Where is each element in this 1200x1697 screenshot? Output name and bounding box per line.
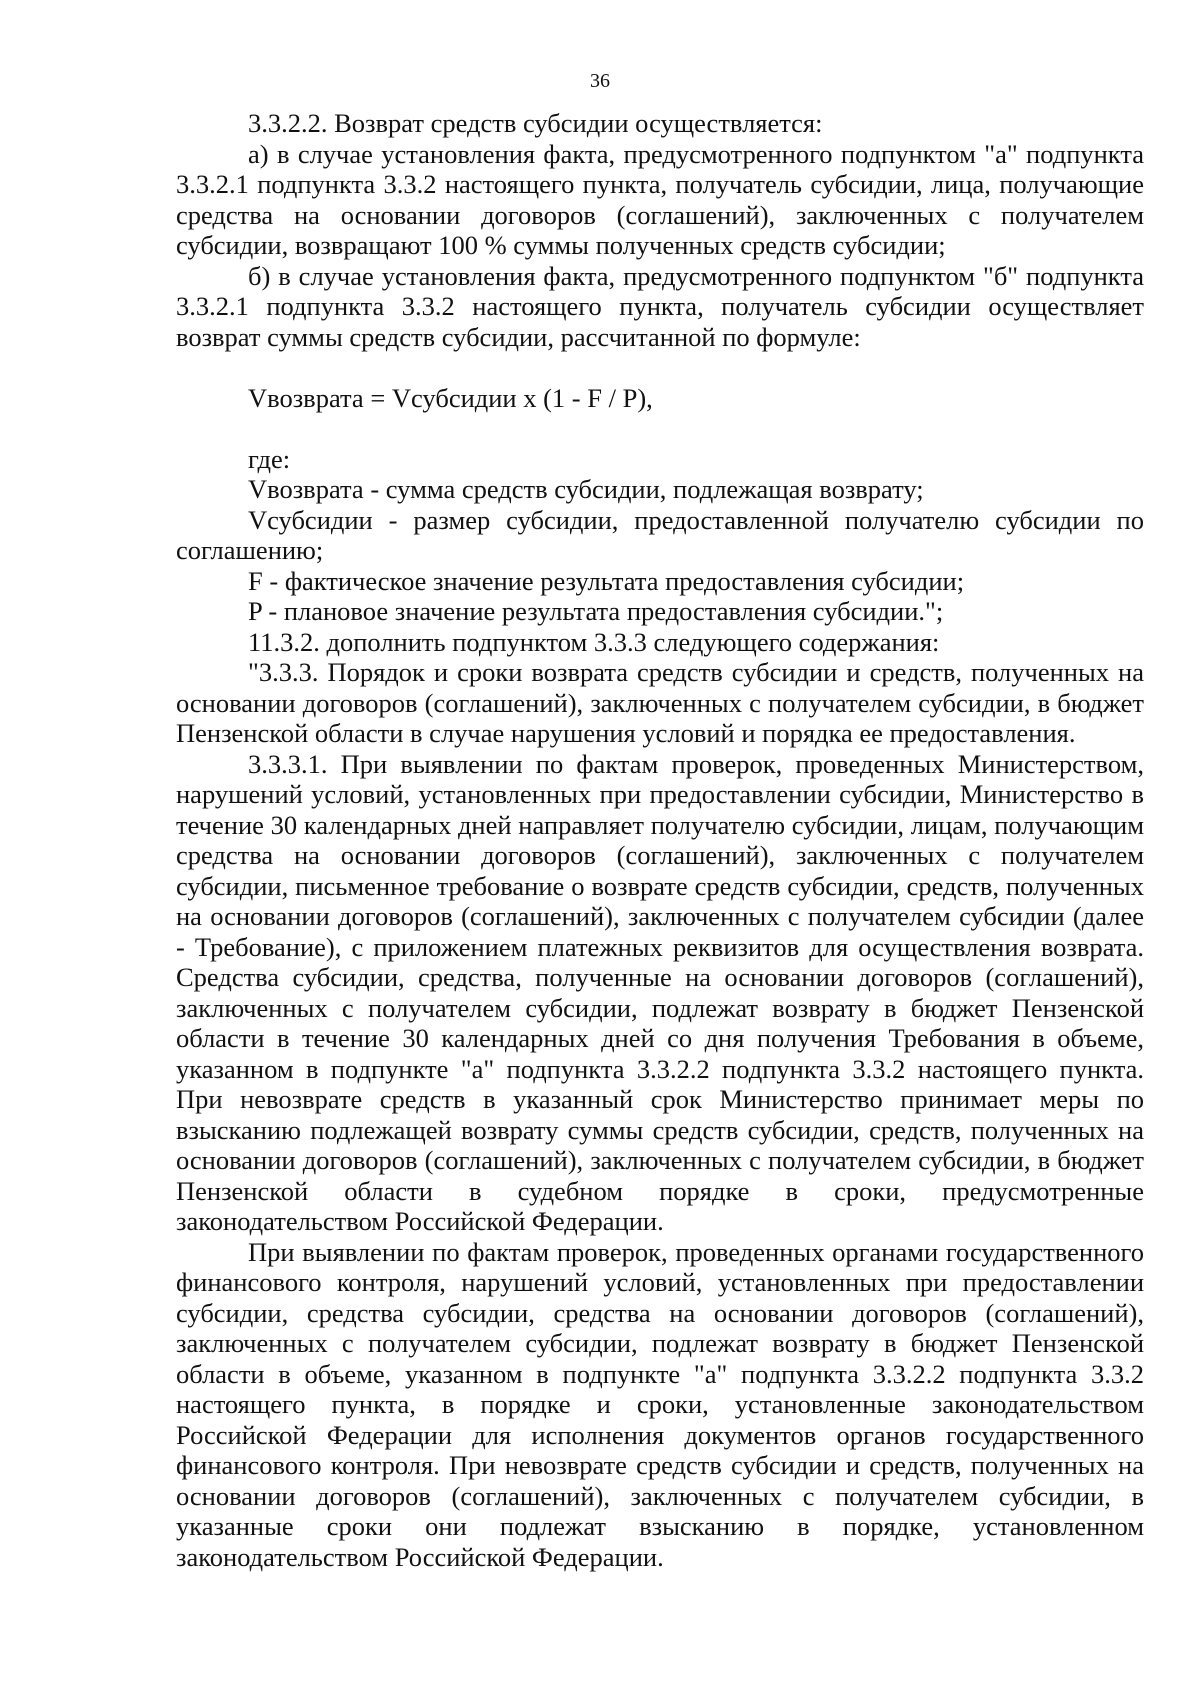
paragraph-3-3-3: "3.3.3. Порядок и сроки возврата средств субсидии и средств, полученных на основании договоров (соглашений), заключенных с получателем субсидии, в бюджет Пензенской области в случае нарушения условий и порядка ее предоставления.	[176, 657, 1144, 748]
document-body	[176, 108, 1144, 1572]
page-number: 36	[590, 70, 610, 92]
paragraph-subitem-b: б) в случае установления факта, предусмотренного подпунктом "б" подпункта 3.3.2.1 подпункта 3.3.2 настоящего пункта, получатель субсидии осуществляет возврат суммы средств субсидии, рассчитанной по формуле:	[176, 260, 1144, 352]
paragraph-subitem-a: а) в случае установления факта, предусмотренного подпунктом "а" подпункта 3.3.2.1 подпункта 3.3.2 настоящего пункта, получатель субсидии, лица, получающие средства на основании договоров (соглашений), заключенных с получателем субсидии, возвращают 100 % суммы полученных средств субсидии;	[176, 138, 1144, 260]
formula-def-f: F - фактическое значение результата предоставления субсидии;	[248, 565, 965, 596]
formula-where: где:	[248, 443, 291, 474]
formula: Vвозврата = Vсубсидии x (1 - F / P),	[248, 382, 653, 413]
paragraph-3-3-2-2-heading: 3.3.2.2. Возврат средств субсидии осуществляется:	[248, 108, 823, 138]
formula-def-p: P - плановое значение результата предоставления субсидии.";	[248, 596, 944, 626]
formula-def-v-return: Vвозврата - сумма средств субсидии, подлежащая возврату;	[248, 474, 924, 504]
paragraph-3-3-3-1: 3.3.3.1. При выявлении по фактам проверок, проведенных Министерством, нарушений условий, установленных при предоставлении субсидии, Министерство в течение 30 календарных дней направляет получателю субсидии, лицам, получающим средства на основании договоров (соглашений), заключенных с получателем субсидии, письменное требование о возврате средств субсидии, средств, полученных на основании договоров (соглашений), заключенных с получателем субсидии (далее - Требование), с приложением платежных реквизитов для осуществления возврата. Средства субсидии, средства, полученные на основании договоров (соглашений), заключенных с получателем субсидии, подлежат возврату в бюджет Пензенской области в течение 30 календарных дней со дня получения Требования в объеме, указанном в подпункте "а" подпункта 3.3.2.2 подпункта 3.3.2 настоящего пункта. При невозврате средств в указанный срок Министерство принимает меры по взысканию подлежащей возврату суммы средств субсидии, средств, полученных на основании договоров (соглашений), заключенных с получателем субсидии, в бюджет Пензенской области в судебном порядке в сроки, предусмотренные законодательством Российской Федерации.	[176, 748, 1144, 1236]
formula-def-v-subsidy: Vсубсидии - размер субсидии, предоставленной получателю субсидии по соглашению;	[176, 504, 1144, 565]
paragraph-state-control: При выявлении по фактам проверок, проведенных органами государственного финансового контроля, нарушений условий, установленных при предоставлении субсидии, средства субсидии, средства на основании договоров (соглашений), заключенных с получателем субсидии, подлежат возврату в бюджет Пензенской области в объеме, указанном в подпункте "а" подпункта 3.3.2.2 подпункта 3.3.2 настоящего пункта, в порядке и сроки, установленные законодательством Российской Федерации для исполнения документов органов государственного финансового контроля. При невозврате средств субсидии и средств, полученных на основании договоров (соглашений), заключенных с получателем субсидии, в указанные сроки они подлежат взысканию в порядке, установленном законодательством Российской Федерации.	[176, 1236, 1144, 1572]
paragraph-11-3-2: 11.3.2. дополнить подпунктом 3.3.3 следующего содержания:	[248, 626, 940, 657]
